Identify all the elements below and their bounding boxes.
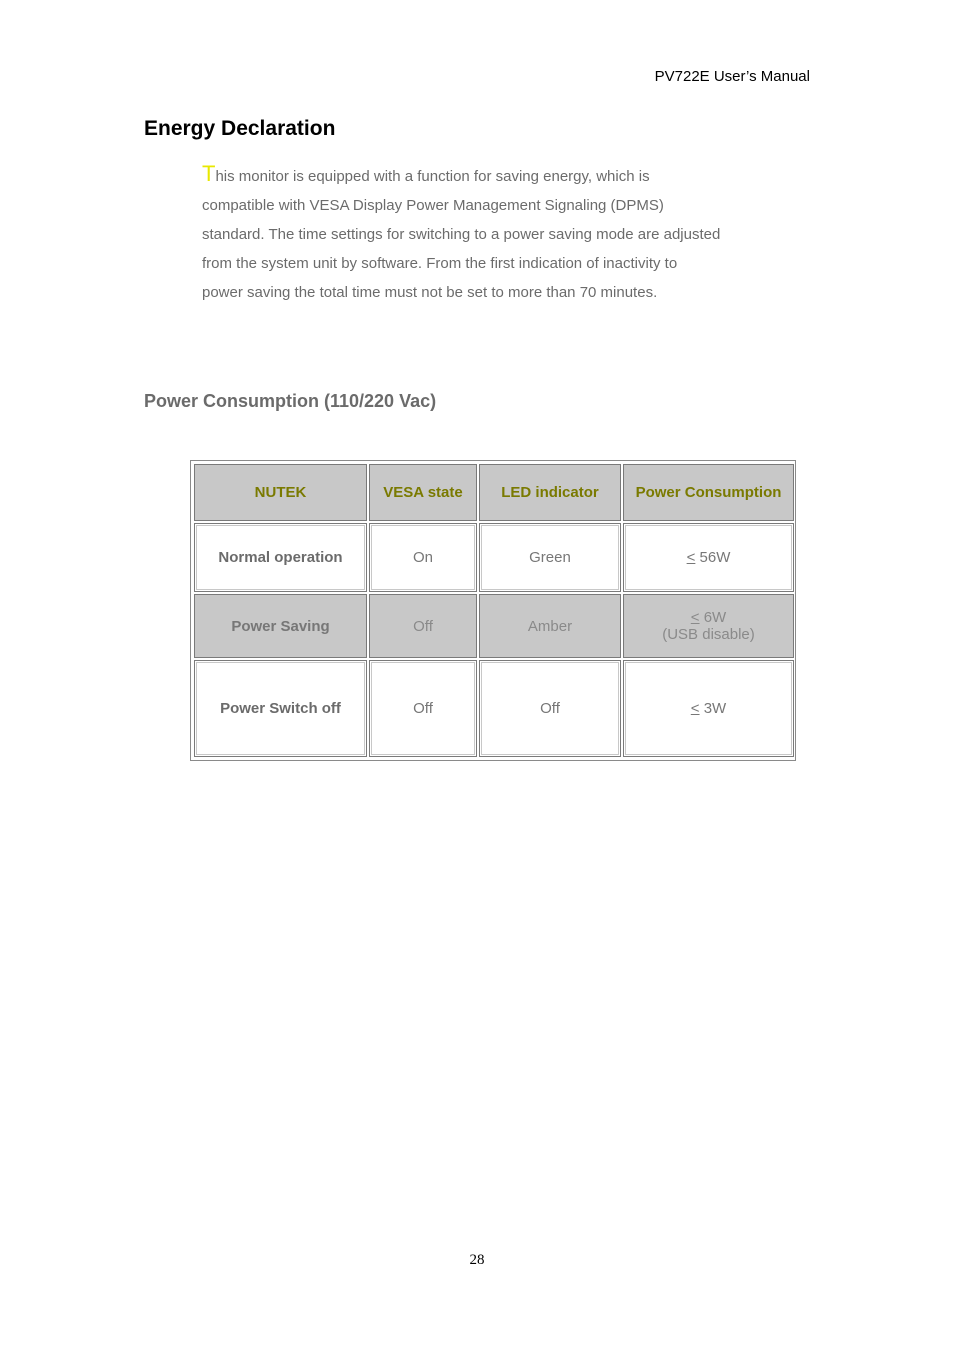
power-cell xyxy=(623,523,794,592)
power-cell xyxy=(623,594,794,658)
vesa-cell: Off xyxy=(369,660,477,757)
vesa-cell: On xyxy=(369,523,477,592)
led-cell: Green xyxy=(479,523,621,592)
mode-cell: Power Switch off xyxy=(194,660,367,757)
table-header-row xyxy=(194,464,794,521)
mode-cell: Normal operation xyxy=(194,523,367,592)
less-equal-symbol: < xyxy=(690,700,700,717)
header-cell-vesa-state: VESA state xyxy=(369,464,477,521)
header-cell-nutek: NUTEK xyxy=(194,464,367,521)
less-equal-symbol: < xyxy=(686,549,696,566)
less-equal-symbol: < xyxy=(690,609,700,626)
power-note: (USB disable) xyxy=(662,626,755,643)
header-cell-led-indicator: LED indicator xyxy=(479,464,621,521)
power-consumption-table xyxy=(190,460,796,761)
power-value: 6W xyxy=(699,609,727,626)
running-header: PV722E User’s Manual xyxy=(654,68,810,85)
section-title: Energy Declaration xyxy=(144,117,336,140)
power-cell xyxy=(623,660,794,757)
subsection-title: Power Consumption (110/220 Vac) xyxy=(144,391,437,411)
power-value: 3W xyxy=(699,700,727,717)
table-row xyxy=(194,660,794,757)
energy-paragraph xyxy=(202,159,722,307)
page-number: 28 xyxy=(469,1252,485,1268)
table-row xyxy=(194,523,794,592)
led-cell: Off xyxy=(479,660,621,757)
header-cell-power-consumption: Power Consumption xyxy=(623,464,794,521)
drop-cap: T xyxy=(202,161,216,186)
vesa-cell: Off xyxy=(369,594,477,658)
power-value: 56W xyxy=(695,549,731,566)
paragraph-text: his monitor is equipped with a function for saving energy, which is compatible with VESA Display Power Management Signaling (DPMS) standard. The time settings for switching to a power saving mode are adjusted from the system unit by software. From the first indication of inactivity to power saving the total time must not be set to more than 70 minutes. xyxy=(202,168,721,301)
mode-cell: Power Saving xyxy=(194,594,367,658)
led-cell: Amber xyxy=(479,594,621,658)
table-row xyxy=(194,594,794,658)
